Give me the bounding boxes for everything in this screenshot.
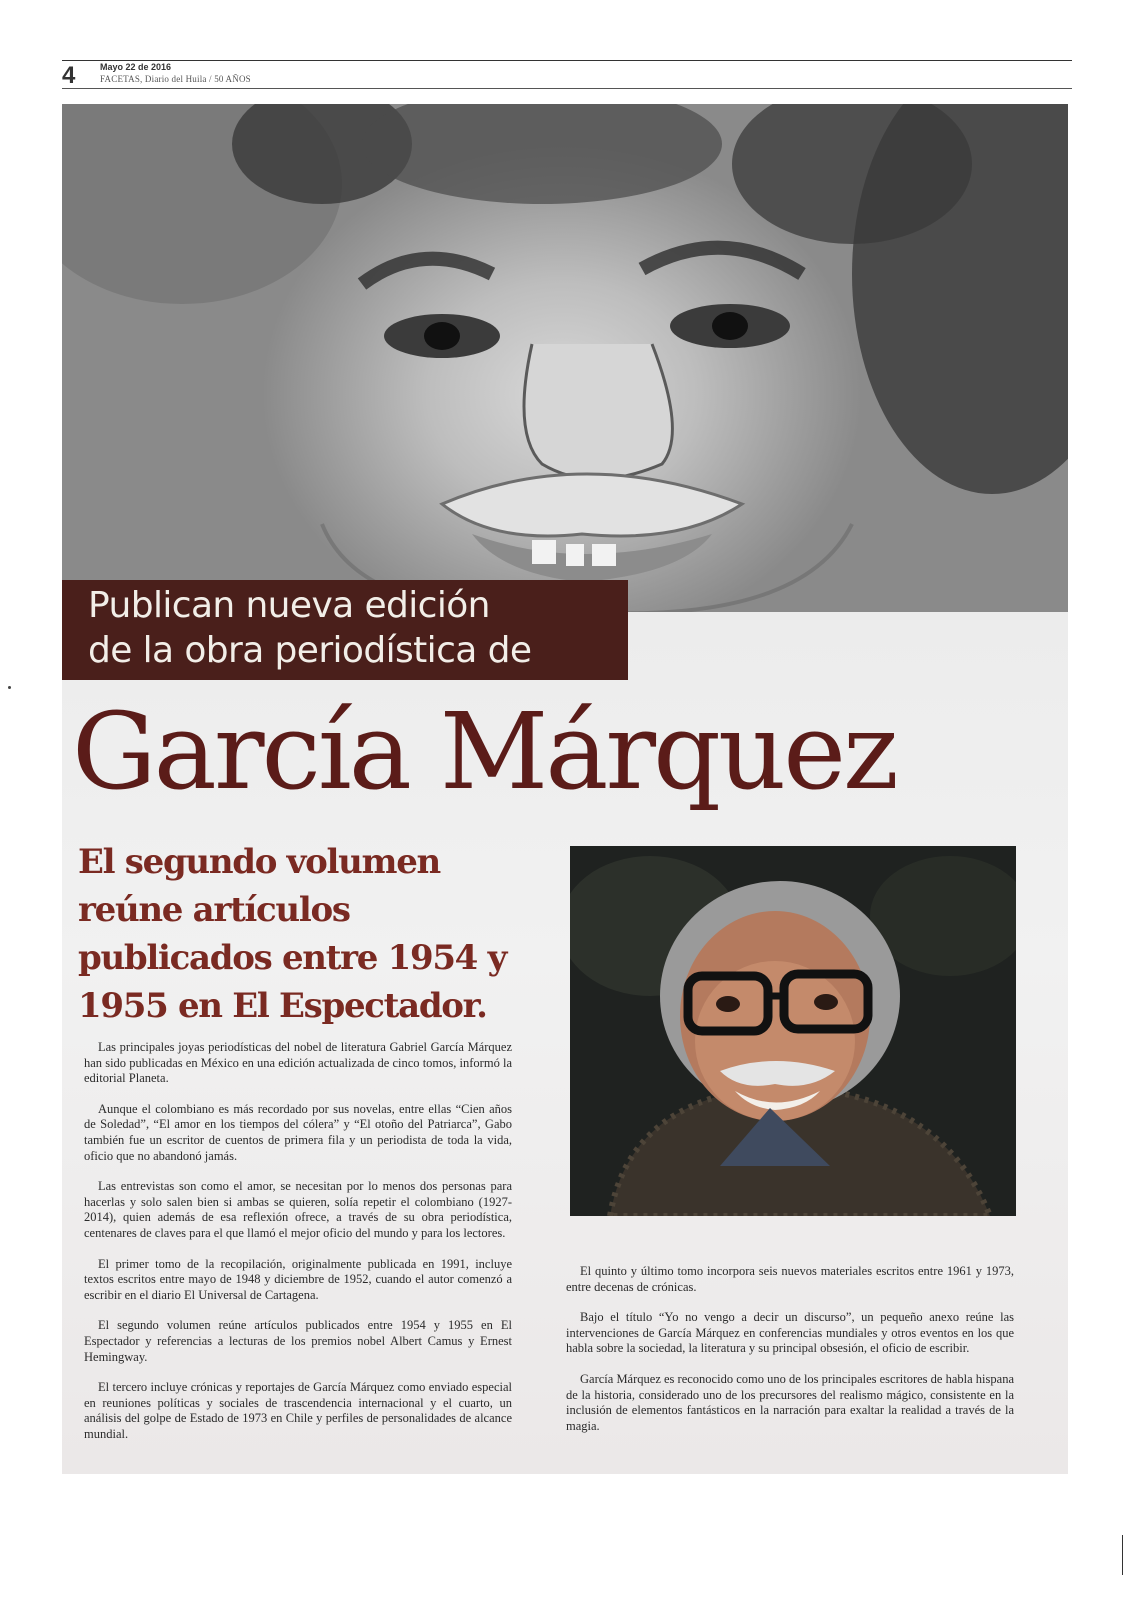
page-header	[62, 56, 1072, 92]
article-paragraph: Las entrevistas son como el amor, se necesitan por lo menos dos personas para hacerlas y solo salen bien si ambas se quieren, solía repetir el colombiano (1927-2014), quien además de esa reflexión ofrece, a través de su obra periodística, centenares de claves para el que llamó el mejor oficio del mundo y para los lectores.	[84, 1179, 512, 1240]
article-paragraph: El primer tomo de la recopilación, originalmente publicada en 1991, incluye textos escritos entre mayo de 1948 y diciembre de 1952, cuando el autor comenzó a escribir en el diario El Universal de Cartagena.	[84, 1256, 512, 1302]
subhead-line: publicados entre 1954 y	[78, 938, 507, 978]
header-rule-bottom	[62, 88, 1072, 89]
header-rule-top	[62, 60, 1072, 61]
portrait-photo	[570, 846, 1016, 1216]
title-band	[62, 580, 628, 680]
headline: García Márquez	[72, 690, 896, 813]
article-paragraph: El quinto y último tomo incorpora seis nuevos materiales escritos entre 1961 y 1973, entre decenas de crónicas.	[566, 1264, 1014, 1294]
hero-face-illustration	[62, 104, 1068, 612]
article-paragraph: El segundo volumen reúne artículos publicados entre 1954 y 1955 en El Espectador y referencias a lecturas de los premios nobel Albert Camus y Ernest Hemingway.	[84, 1318, 512, 1364]
portrait-illustration	[570, 846, 1016, 1216]
hero-photo	[62, 104, 1068, 612]
scan-mark	[8, 686, 11, 689]
subhead-line: 1955 en El Espectador.	[78, 986, 487, 1026]
page-number: 4	[62, 62, 76, 89]
subheadline	[78, 838, 518, 1030]
issue-date: Mayo 22 de 2016	[100, 62, 172, 72]
article-column-right	[566, 1264, 1014, 1449]
article-paragraph: El tercero incluye crónicas y reportajes de García Márquez como enviado especial en reuniones políticas y sociales de trascendencia internacional y el cuarto, un análisis del golpe de Estado de 1973 en Chile y perfiles de personalidades de alcance mundial.	[84, 1380, 512, 1441]
article-column-left	[84, 1040, 512, 1457]
article-paragraph: Las principales joyas periodísticas del nobel de literatura Gabriel García Márquez han sido publicadas en México en una edición actualizada de cinco tomos, informó la editorial Planeta.	[84, 1040, 512, 1086]
article-paragraph: Aunque el colombiano es más recordado por sus novelas, entre ellas “Cien años de Soledad”, “El amor en los tiempos del cólera” y “El otoño del Patriarca”, Gabo también fue un escritor de cuentos de primera fila y un periodista de toda la vida, oficio que no abandonó jamás.	[84, 1101, 512, 1163]
article-paragraph: Bajo el título “Yo no vengo a decir un discurso”, un pequeño anexo reúne las intervenciones de García Márquez en conferencias mundiales y otros eventos en los que habla sobre la sociedad, la literatura y su principal obsesión, el oficio de escribir.	[566, 1310, 1014, 1356]
scan-edge-mark	[1122, 1535, 1123, 1575]
subhead-line: reúne artículos	[78, 890, 350, 930]
title-line-2: de la obra periodística de	[88, 630, 532, 671]
subhead-line: El segundo volumen	[78, 842, 440, 882]
article-paragraph: García Márquez es reconocido como uno de los principales escritores de habla hispana de la historia, considerado uno de los precursores del realismo mágico, consistente en la inclusión de elementos fantásticos en la narración para exaltar la realidad a través de la magia.	[566, 1371, 1014, 1433]
section-name: FACETAS, Diario del Huila / 50 AÑOS	[100, 74, 251, 84]
title-line-1: Publican nueva edición	[88, 585, 490, 626]
